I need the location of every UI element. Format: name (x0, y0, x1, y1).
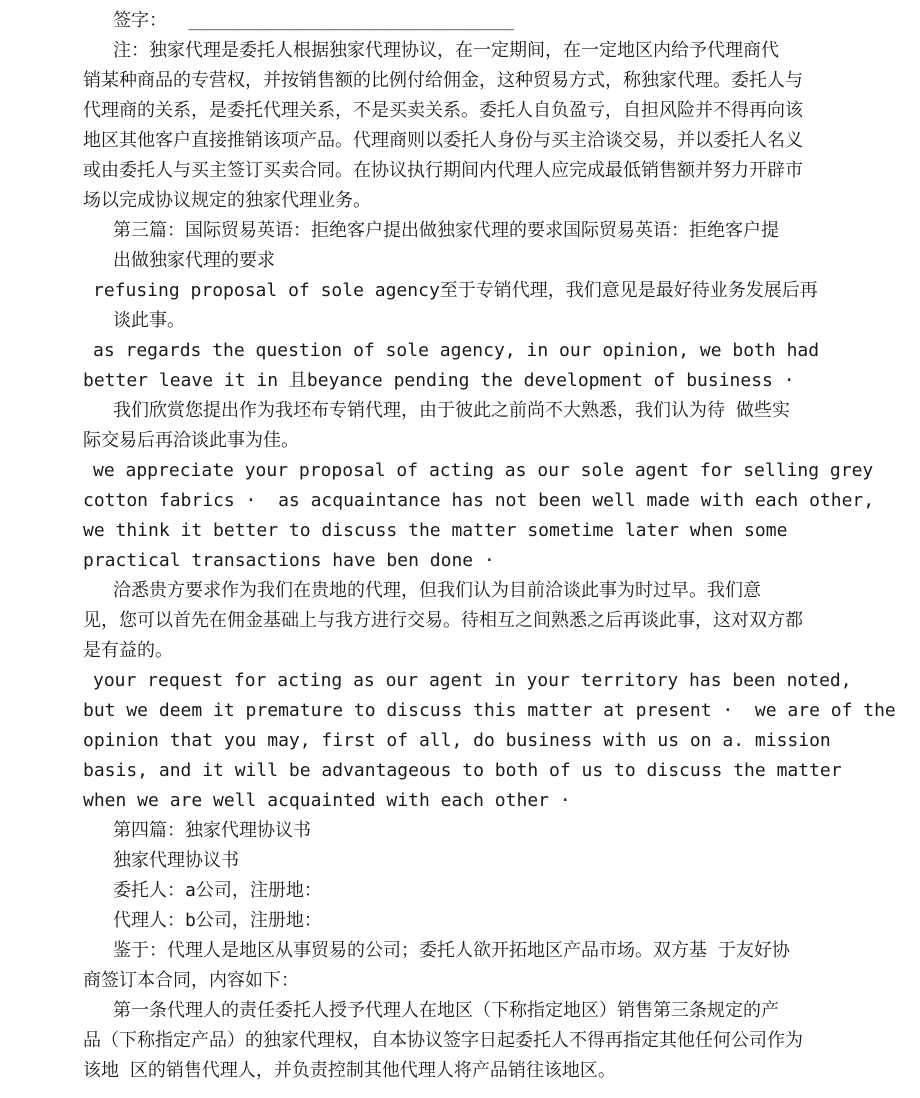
doc-line: 代理商的关系，是委托代理关系，不是买卖关系。委托人自负盈亏，自担风险并不得再向该 (83, 100, 803, 121)
doc-line: 地区其他客户直接推销该项产品。代理商则以委托人身份与买主洽谈交易，并以委托人名义 (83, 130, 803, 151)
doc-line: your request for acting as our agent in your territory has been noted, (93, 670, 852, 691)
doc-line: 场以完成协议规定的独家代理业务。 (83, 190, 371, 211)
doc-line: when we are well acquainted with each other · (83, 790, 571, 811)
doc-line: 谈此事。 (113, 310, 185, 331)
doc-line: cotton fabrics · as acquaintance has not been well made with each other, (83, 490, 875, 511)
doc-line: 商签订本合同，内容如下： (83, 970, 299, 991)
doc-line: 我们欣赏您提出作为我坯布专销代理，由于彼此之前尚不大熟悉，我们认为待 做些实 (113, 400, 790, 421)
doc-line: 见，您可以首先在佣金基础上与我方进行交易。待相互之间熟悉之后再谈此事，这对双方都 (83, 610, 803, 631)
doc-line: basis, and it will be advantageous to both of us to discuss the matter (83, 760, 842, 781)
signature-line: 签字： ______________________________ (113, 10, 514, 31)
doc-line: 出做独家代理的要求 (113, 250, 275, 271)
section-four-title-line: 第四篇：独家代理协议书 (113, 820, 311, 841)
doc-line: refusing proposal of sole agency至于专销代理，我们意见是最好待业务发展后再 (93, 280, 818, 301)
doc-line: opinion that you may, first of all, do business with us on a. mission (83, 730, 831, 751)
article-one-line: 第一条代理人的责任委托人授予代理人在地区（下称指定地区）销售第三条规定的产 (113, 1000, 779, 1021)
doc-line: practical transactions have ben done · (83, 550, 495, 571)
doc-line: 销某种商品的专营权，并按销售额的比例付给佣金，这种贸易方式，称独家代理。委托人与 (83, 70, 803, 91)
doc-line: better leave it in 且beyance pending the development of business · (83, 370, 795, 391)
doc-line: we appreciate your proposal of acting as our sole agent for selling grey (93, 460, 874, 481)
section-three-title-line: 第三篇：国际贸易英语：拒绝客户提出做独家代理的要求国际贸易英语：拒绝客户提 (113, 220, 779, 241)
doc-line: 际交易后再洽谈此事为佳。 (83, 430, 299, 451)
note-paragraph-line: 注：独家代理是委托人根据独家代理协议，在一定期间，在一定地区内给予代理商代 (113, 40, 779, 61)
doc-line: but we deem it premature to discuss this matter at present · we are of the (83, 700, 896, 721)
principal-line: 委托人：a公司，注册地： (113, 880, 322, 901)
doc-line: we think it better to discuss the matter sometime later when some (83, 520, 788, 541)
doc-line: 洽悉贵方要求作为我们在贵地的代理，但我们认为目前洽谈此事为时过早。我们意 (113, 580, 761, 601)
doc-line: 是有益的。 (83, 640, 173, 661)
agent-line: 代理人：b公司，注册地： (113, 910, 322, 931)
doc-line: 鉴于：代理人是地区从事贸易的公司；委托人欲开拓地区产品市场。双方基 于友好协 (113, 940, 790, 961)
doc-line: as regards the question of sole agency, in our opinion, we both had (93, 340, 820, 361)
doc-line: 或由委托人与买主签订买卖合同。在协议执行期间内代理人应完成最低销售额并努力开辟市 (83, 160, 803, 181)
doc-line: 品（下称指定产品）的独家代理权，自本协议签字日起委托人不得再指定其他任何公司作为 (83, 1030, 803, 1051)
doc-line: 该地 区的销售代理人，并负责控制其他代理人将产品销往该地区。 (83, 1060, 616, 1081)
agreement-title-line: 独家代理协议书 (113, 850, 239, 871)
